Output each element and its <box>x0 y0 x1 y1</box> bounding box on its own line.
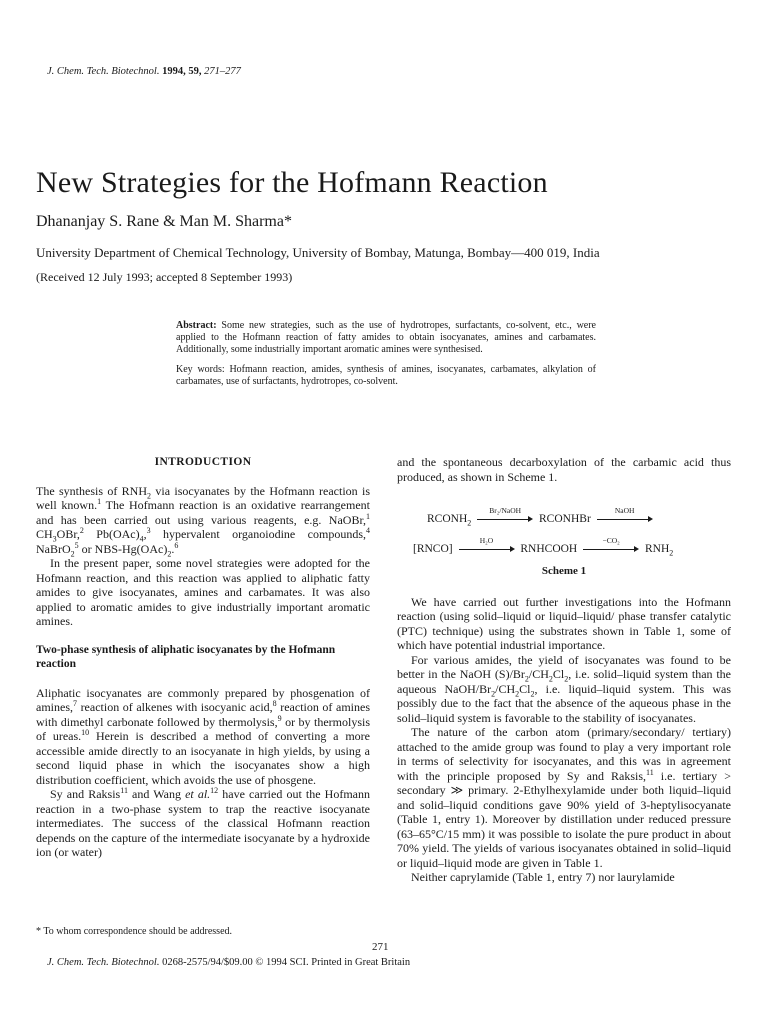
text-run: . <box>171 541 175 556</box>
subscript: 2 <box>147 490 152 500</box>
subscript: 2 <box>467 518 472 528</box>
scheme-amine: RNH <box>645 543 670 555</box>
reference-mark: 9 <box>277 713 282 723</box>
scheme-row-1 <box>427 506 656 528</box>
section-heading-introduction: INTRODUCTION <box>154 456 252 468</box>
reference-mark: 5 <box>74 540 79 550</box>
text-run: , i.e. solid–liquid system than the aqueous NaOH/Br <box>397 667 731 696</box>
reference-mark: 2 <box>79 526 84 535</box>
footer-journal: J. Chem. Tech. Biotechnol. <box>47 957 160 968</box>
arrow-label: Br₂/NaOH <box>489 506 522 516</box>
reaction-arrow <box>597 506 653 523</box>
text-run: Cl <box>552 667 565 681</box>
abstract-text <box>176 320 596 356</box>
abstract <box>176 320 596 388</box>
text-run: Sy and Raksis <box>50 787 121 801</box>
reaction-arrow <box>583 536 639 553</box>
text-run: , i.e. liquid–liquid system. This was possibly due to the fact that the absence of the aqueous phase in the solid–liquid system is favorable to the stability of isocyanates. <box>397 681 732 725</box>
reference-mark: 1 <box>97 497 102 506</box>
page-number: 271 <box>372 941 389 953</box>
text-run: have carried out the Hofmann reaction in a two-phase system to trap the reactive isocyanate intermediates. The success of the classical Hofmann reaction depends on the capture of the intermediate isocyanate by a hydroxide ion (or water) <box>36 787 370 859</box>
scheme-isocyanate: [RNCO] <box>413 543 453 555</box>
journal-year: 1994, <box>162 66 186 77</box>
text-run: NaBrO <box>36 541 71 556</box>
reference-mark: 6 <box>174 540 179 550</box>
subscript: 2 <box>669 548 674 558</box>
arrow-label: −CO₂ <box>602 536 620 546</box>
text-run: i.e. tertiary > secondary ≫ primary. 2-Ethylhexylamide under both liquid–liquid and solid–liquid conditions gave 90% yield of 3-heptylisocyanate (Table 1, entry 1). Moreover by distillation under reduced pressure (63–65°C/15 mm) it was possible to isolate the pure product in about 70% yield. The yields of various isocyanates obtained in solid–liquid or liquid–liquid mode are given in Table 1. <box>397 768 731 870</box>
two-phase-paragraph-2 <box>36 787 370 860</box>
scheme-reactant: RCONH <box>427 513 468 525</box>
abstract-body: Some new strategies, such as the use of hydrotropes, surfactants, co-solvent, etc., were applied to the Hofmann reaction of fatty amides to obtain isocyanates, amines and carbamates. Additionally, some industrially important aromatic amines were synthesised. <box>176 320 596 355</box>
scheme-intro-paragraph: and the spontaneous decarboxylation of the carbamic acid thus produced, as shown in Scheme 1. <box>397 455 731 484</box>
affiliation: University Department of Chemical Technology, University of Bombay, Matunga, Bombay—400 019, India <box>36 245 600 260</box>
text-run: /CH <box>495 681 516 696</box>
subscript: 4 <box>139 534 144 544</box>
journal-name: J. Chem. Tech. Biotechnol. <box>47 66 160 77</box>
subscript: 2 <box>70 548 75 558</box>
right-paragraph-2 <box>397 653 731 726</box>
subscript: 2 <box>530 688 535 698</box>
text-run: and Wang <box>127 787 186 801</box>
reaction-arrow <box>459 536 515 553</box>
text-run: OBr, <box>56 527 80 541</box>
subscript: 2 <box>548 674 553 684</box>
right-paragraph-4: Neither caprylamide (Table 1, entry 7) nor laurylamide <box>411 870 675 884</box>
subscript: 2 <box>524 674 529 684</box>
reference-mark: 10 <box>81 728 90 737</box>
authors: Dhananjay S. Rane & Man M. Sharma* <box>36 213 292 230</box>
keywords: Key words: Hofmann reaction, amides, synthesis of amines, isocyanates, carbamates, alkylation of carbamates, use of surfactants, hydrotropes, co-solvent. <box>176 364 596 387</box>
reference-mark: 8 <box>272 699 277 708</box>
reference-mark: 4 <box>366 526 370 535</box>
scheme-caption: Scheme 1 <box>541 565 587 577</box>
intro-paragraph-2: In the present paper, some novel strategies were adopted for the Hofmann reaction, and this reaction was applied to aliphatic fatty amides to give isocyanates, amines and carbamates. It was also applied to aromatic amides to give industrially important aromatic amines. <box>36 556 370 628</box>
abstract-label: Abstract: <box>176 320 217 331</box>
subscript: 2 <box>564 674 569 684</box>
text-run: The Hofmann reaction is an oxidative rearrangement and has been carried out using various reagents, e.g. NaOBr, <box>36 498 370 527</box>
text-run: reaction of amines with dimethyl carbonate followed by thermolysis, <box>36 700 370 729</box>
text-run: /CH <box>528 667 549 681</box>
scheme-1 <box>407 498 731 558</box>
journal-pages: 271–277 <box>204 66 241 77</box>
text-run-italic: et al. <box>185 787 211 801</box>
text-run: reaction of alkenes with isocyanic acid, <box>77 700 273 714</box>
right-paragraph-3 <box>397 725 731 870</box>
subscript: 3 <box>52 534 57 544</box>
journal-volume: 59, <box>188 66 202 77</box>
two-phase-paragraph-1 <box>36 686 370 788</box>
footnote-divider <box>36 922 370 924</box>
reference-mark: 11 <box>120 786 128 795</box>
footnote: * To whom correspondence should be addressed. <box>36 926 233 937</box>
journal-header <box>47 66 241 77</box>
arrow-label: NaOH <box>614 506 635 516</box>
scheme-carbamic-acid: RNHCOOH <box>520 543 578 555</box>
right-column <box>397 455 731 885</box>
text-run: or by thermolysis of ureas. <box>36 714 370 743</box>
text-run: via isocyanates by the Hofmann reaction is well known. <box>36 483 370 512</box>
text-run: The nature of the carbon atom (primary/secondary/ tertiary) attached to the amide group was found to play a very important role in terms of selectivity for isocyanates, and this was in agreement with the principle proposed by Sy and Raksis, <box>397 725 731 783</box>
left-column <box>36 455 370 860</box>
text-run: For various amides, the yield of isocyanates was found to be better in the NaOH (S)/Br <box>397 652 731 681</box>
reaction-arrow <box>477 506 533 523</box>
text-run: Pb(OAc) <box>83 527 140 541</box>
text-run: Herein is described a method of converting a more accessible amide directly to an isocyanate in high yields, by using a second liquid phase in which the isocyanates show a high distribution coefficient, which avoids the use of phosgene. <box>36 729 370 787</box>
scheme-intermediate: RCONHBr <box>539 513 591 525</box>
intro-paragraph-1 <box>36 484 370 557</box>
text-run: Aliphatic isocyanates are commonly prepared by phosgenation of amines, <box>36 685 370 714</box>
reference-mark: 3 <box>146 526 151 535</box>
reference-mark: 12 <box>210 786 219 795</box>
text-run: CH <box>36 527 53 541</box>
footer-copyright: 0268-2575/94/$09.00 © 1994 SCI. Printed in Great Britain <box>159 957 411 968</box>
scheme-row-2 <box>413 536 674 558</box>
subscript: 2 <box>515 688 520 698</box>
article-title: New Strategies for the Hofmann Reaction <box>36 166 548 199</box>
text-run: , <box>143 527 147 541</box>
reference-mark: 1 <box>366 511 370 521</box>
text-run: Cl <box>519 681 531 696</box>
page-footer <box>47 957 410 968</box>
reference-mark: 7 <box>73 699 77 708</box>
text-run: hypervalent organoiodine compounds, <box>150 527 366 541</box>
subscript: 2 <box>167 548 172 558</box>
right-paragraph-1: We have carried out further investigations into the Hofmann reaction (using solid–liquid or liquid–liquid/ phase transfer catalytic (PTC) technique) using the substrates shown in Table 1, some of which have potential industrial importance. <box>397 594 731 652</box>
text-run: or NBS-Hg(OAc) <box>78 541 168 556</box>
text-run: The synthesis of RNH <box>36 483 148 498</box>
subscript: 2 <box>491 688 496 698</box>
arrow-label: H₂O <box>479 536 494 546</box>
reference-mark: 11 <box>646 767 654 777</box>
received-dates: (Received 12 July 1993; accepted 8 September 1993) <box>36 270 293 284</box>
subsection-heading-two-phase: Two-phase synthesis of aliphatic isocyanates by the Hofmann reaction <box>36 643 336 670</box>
